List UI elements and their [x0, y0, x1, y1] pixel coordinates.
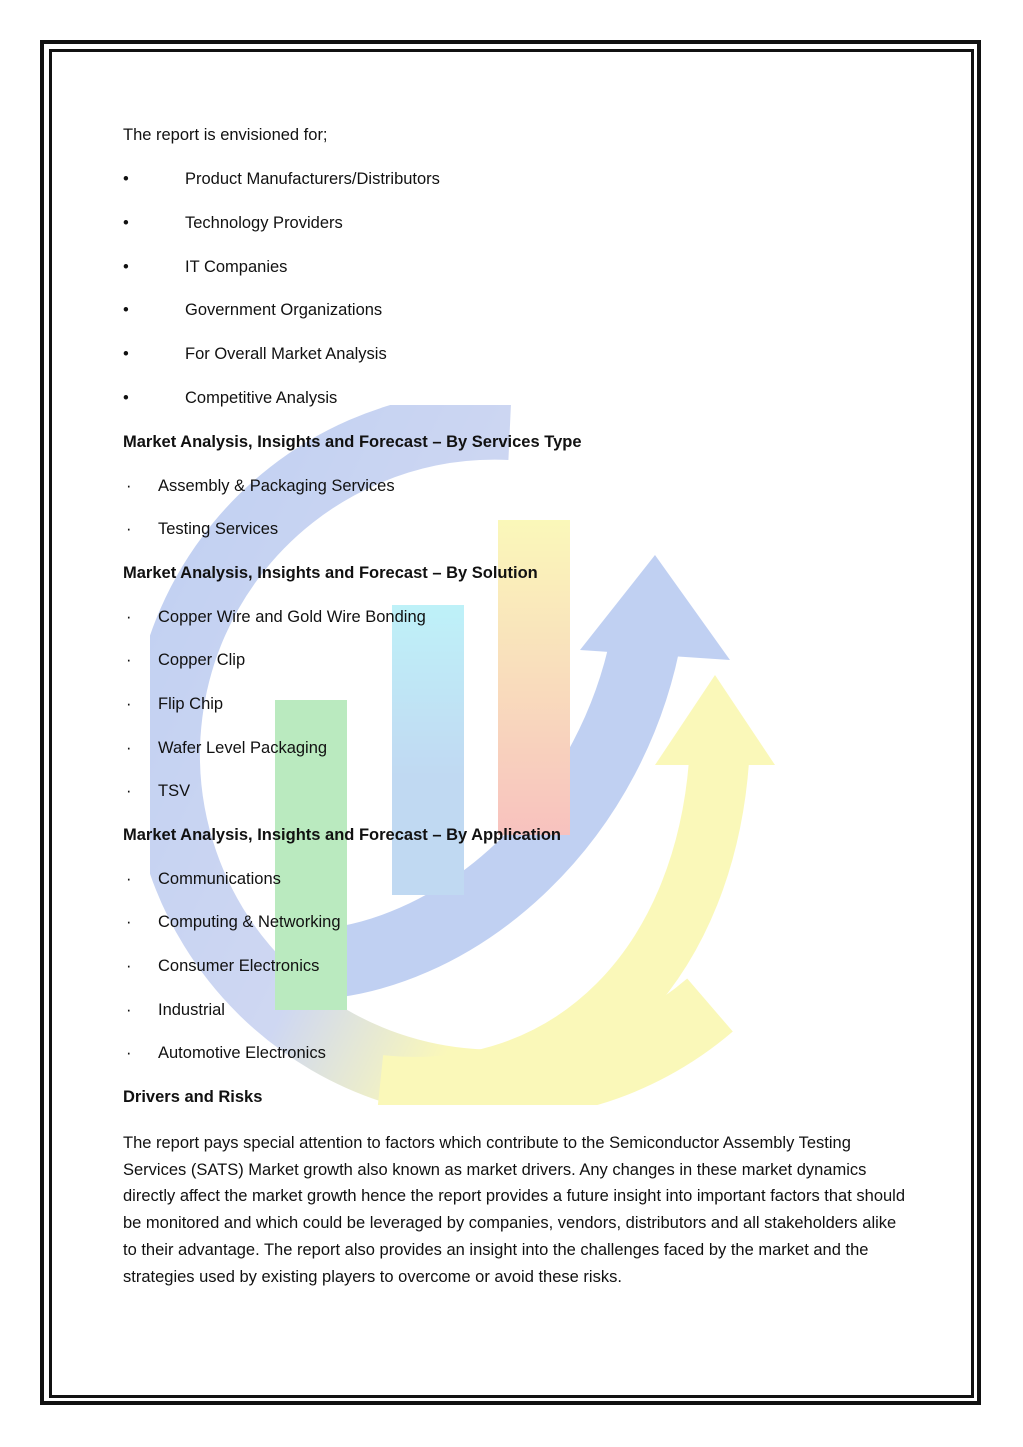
cyan-bar — [392, 605, 464, 895]
audience-item: Government Organizations — [185, 301, 383, 319]
list-dot: · — [126, 695, 132, 713]
bullet-mark: • — [123, 345, 129, 363]
audience-item: Technology Providers — [185, 214, 343, 232]
section-heading-services-type: Market Analysis, Insights and Forecast – By Services Type — [123, 433, 582, 451]
section-heading-application: Market Analysis, Insights and Forecast – By Application — [123, 826, 561, 844]
blue-arrow-shape — [300, 615, 650, 965]
list-item: TSV — [158, 782, 191, 800]
section-heading-solution: Market Analysis, Insights and Forecast – By Solution — [123, 564, 538, 582]
audience-item: IT Companies — [185, 258, 288, 276]
list-item: Automotive Electronics — [158, 1044, 326, 1062]
list-dot: · — [126, 608, 132, 626]
list-item: Copper Clip — [158, 651, 246, 669]
list-item: Communications — [158, 870, 281, 888]
audience-item: For Overall Market Analysis — [185, 345, 387, 363]
bullet-mark: • — [123, 301, 129, 319]
list-dot: · — [126, 957, 132, 975]
yellow-arrow-head — [655, 675, 775, 765]
list-item: Flip Chip — [158, 695, 224, 713]
list-dot: · — [126, 520, 132, 538]
list-item: Computing & Networking — [158, 913, 341, 931]
bullet-mark: • — [123, 389, 129, 407]
audience-item: Competitive Analysis — [185, 389, 338, 407]
drivers-paragraph: The report pays special attention to factors which contribute to the Semiconductor Assembly Testing Services (SATS) Market growth also known as market drivers. Any changes in these market dynamics directly affect the market growth hence the report provides a future insight into important factors that should be monitored and which could be leveraged by companies, vendors, distributors and all stakeholders alike to their advantage. The report also provides an insight into the challenges faced by the market and the strategies used by existing players to overcome or avoid these risks. — [123, 1134, 906, 1286]
list-dot: · — [126, 1044, 132, 1062]
list-item: Testing Services — [158, 520, 279, 538]
list-item: Industrial — [158, 1001, 225, 1019]
blue-arrow-head — [580, 555, 730, 660]
intro-text: The report is envisioned for; — [123, 126, 328, 144]
section-heading-drivers-risks: Drivers and Risks — [123, 1088, 263, 1106]
list-dot: · — [126, 870, 132, 888]
list-dot: · — [126, 913, 132, 931]
list-dot: · — [126, 782, 132, 800]
list-item: Assembly & Packaging Services — [158, 477, 395, 495]
bullet-mark: • — [123, 258, 129, 276]
list-dot: · — [126, 651, 132, 669]
bullet-mark: • — [123, 214, 129, 232]
list-item: Copper Wire and Gold Wire Bonding — [158, 608, 426, 626]
list-dot: · — [126, 477, 132, 495]
bullet-mark: • — [123, 170, 129, 188]
list-dot: · — [126, 1001, 132, 1019]
list-item: Wafer Level Packaging — [158, 739, 328, 757]
list-item: Consumer Electronics — [158, 957, 320, 975]
audience-item: Product Manufacturers/Distributors — [185, 170, 440, 188]
list-dot: · — [126, 739, 132, 757]
